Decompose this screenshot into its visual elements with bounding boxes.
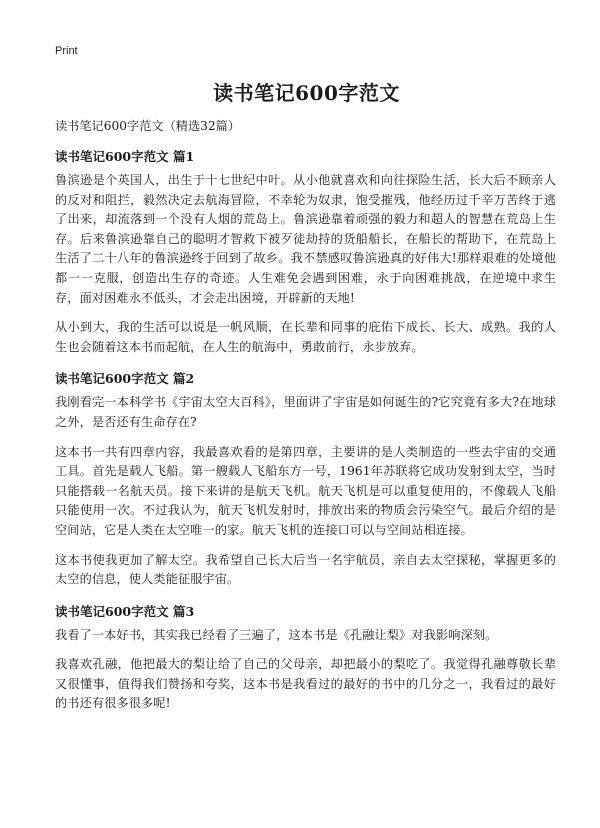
section-2 (55, 370, 556, 589)
paragraph: 这本书一共有四章内容，我最喜欢看的是第四章，主要讲的是人类制造的一些去宇宙的交通工具。首先是载人飞船。第一艘载人飞船东方一号，1961年苏联将它成功发射到太空，当时只能搭载一名航天员。接下来讲的是航天飞机。航天飞机是可以重复使用的，不像载人飞船只能使用一次。不过我认为，航天飞机发射时，排放出来的物质会污染空气。最后介绍的是空间站，它是人类在太空唯一的家。航天飞机的连接口可以与空间站相连接。 (55, 444, 556, 537)
page-title: 读书笔记600字范文 (213, 81, 400, 105)
paragraph: 我看了一本好书，其实我已经看了三遍了，这本书是《孔融让梨》对我影响深刻。 (55, 627, 498, 642)
section-1 (55, 148, 556, 357)
paragraph: 这本书使我更加了解太空。我希望自己长大后当一名宇航员，亲自去太空探秘，掌握更多的太空的信息，使人类能征服宇宙。 (55, 552, 556, 587)
section-heading: 读书笔记600字范文 篇3 (55, 603, 195, 619)
document-subtitle: 读书笔记600字范文（精选32篇） (55, 119, 241, 133)
section-heading: 读书笔记600字范文 篇2 (55, 371, 195, 387)
paragraph: 鲁滨逊是个英国人，出生于十七世纪中叶。从小他就喜欢和向往探险生活，长大后不顾亲人的反对和阻拦，毅然决定去航海冒险，不幸轮为奴隶，饱受摧残，他经历过千辛万苦终于逃了出来，却流落到一个没有人烟的荒岛上。鲁滨逊靠着顽强的毅力和超人的智慧在荒岛上生存。后来鲁滨逊靠自己的聪明才智救下被歹徒劫持的货船船长，在船长的帮助下，在荒岛上生活了二十八年的鲁滨逊终于回到了故乡。我不禁感叹鲁滨逊真的好伟大!那样艰难的处境他都一一克服，创造出生存的奇迹。人生难免会遇到困难，永于向困难挑战，在逆境中求生存，面对困难永不低头，才会走出困境，开辟新的天地! (55, 173, 556, 305)
section-heading: 读书笔记600字范文 篇1 (55, 149, 195, 164)
paragraph: 从小到大，我的生活可以说是一帆风顺，在长辈和同事的庇佑下成长、长大、成熟。我的人生也会随着这本书而起航，在人生的航海中，勇敢前行，永步放弃。 (55, 320, 556, 354)
print-link[interactable]: Print (55, 45, 78, 57)
paragraph: 我喜欢孔融，他把最大的梨让给了自己的父母亲，却把最小的梨吃了。我觉得孔融尊敬长辈又很懂事，值得我们赞扬和夸奖，这本书是我看过的最好的书中的几分之一，我看过的最好的书还有很多很多呢! (55, 657, 556, 711)
section-3 (55, 603, 556, 714)
paragraph: 我刚看完一本科学书《宇宙太空大百科》，里面讲了宇宙是如何诞生的?它究竟有多大?在地球之外，是否还有生命存在? (55, 395, 556, 429)
